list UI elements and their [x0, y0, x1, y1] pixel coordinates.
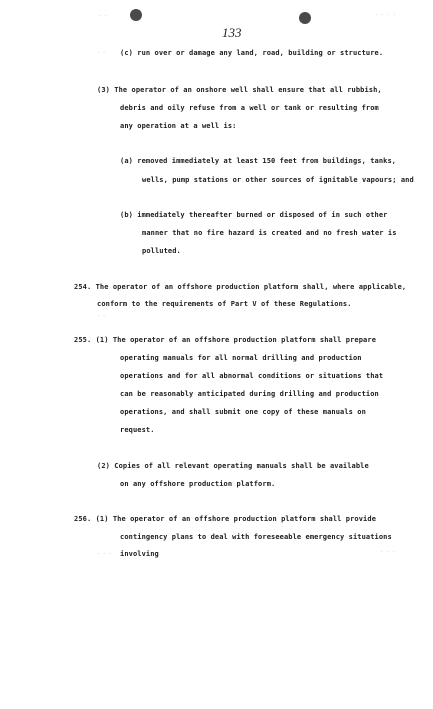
text-line: 255. (1) The operator of an offshore production platform shall prepare	[74, 336, 377, 344]
page-number: 133	[222, 25, 242, 40]
text-line: operations and for all abnormal conditions or situations that	[120, 372, 384, 380]
text-line: contingency plans to deal with foreseeable emergency situations	[120, 533, 392, 541]
text-line: conform to the requirements of Part V of these Regulations.	[97, 300, 352, 308]
scan-speck: - -	[98, 13, 108, 19]
text-line: 254. The operator of an offshore production platform shall, where applicable,	[74, 283, 407, 291]
text-line: polluted.	[142, 247, 181, 255]
text-line: on any offshore production platform.	[120, 480, 276, 488]
text-line: (3) The operator of an onshore well shall ensure that all rubbish,	[97, 86, 382, 94]
text-line: (2) Copies of all relevant operating manuals shall be available	[97, 462, 369, 470]
text-line: can be reasonably anticipated during drilling and production	[120, 390, 379, 398]
scan-speck: - -	[97, 50, 107, 56]
scan-speck: - -	[97, 313, 107, 319]
text-line: operating manuals for all normal drilling and production	[120, 354, 362, 362]
text-line: request.	[120, 426, 155, 434]
text-line: (c) run over or damage any land, road, building or structure.	[120, 49, 384, 57]
scan-speck: - - - -	[375, 12, 397, 18]
text-line: involving	[120, 550, 159, 558]
text-line: manner that no fire hazard is created and no fresh water is	[142, 229, 397, 237]
text-line: wells, pump stations or other sources of ignitable vapours; and	[142, 176, 414, 184]
punch-hole-right	[299, 12, 311, 24]
text-line: (a) removed immediately at least 150 feet from buildings, tanks,	[120, 157, 397, 165]
scan-speck: - - -	[380, 549, 396, 555]
text-line: operations, and shall submit one copy of these manuals on	[120, 408, 366, 416]
punch-hole-left	[130, 9, 142, 21]
text-line: (b) immediately thereafter burned or disposed of in such other	[120, 211, 388, 219]
text-line: 256. (1) The operator of an offshore production platform shall provide	[74, 515, 377, 523]
text-line: debris and oily refuse from a well or tank or resulting from	[120, 104, 379, 112]
text-line: any operation at a well is:	[120, 122, 237, 130]
scan-speck: - - -	[97, 551, 113, 557]
